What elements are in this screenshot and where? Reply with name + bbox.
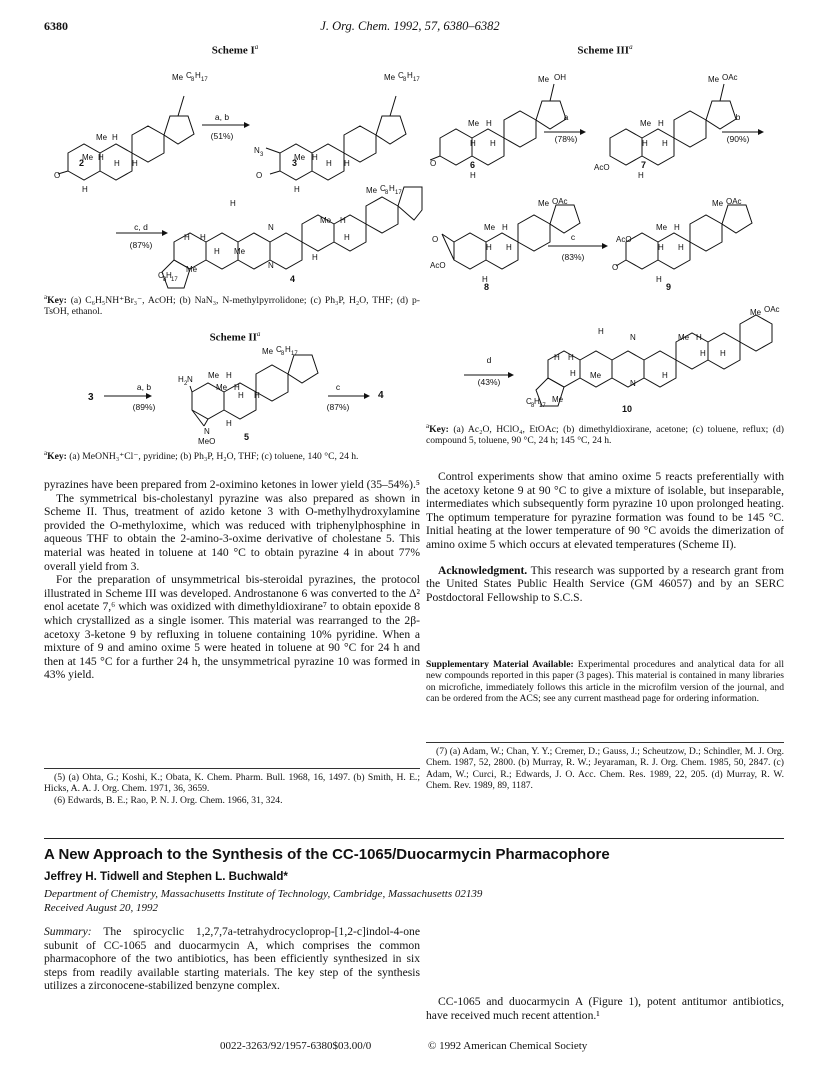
scheme1-arrow2-yield: (87%) bbox=[129, 240, 153, 250]
svg-text:H: H bbox=[506, 243, 512, 252]
svg-text:Me: Me bbox=[708, 75, 720, 84]
svg-text:H: H bbox=[534, 397, 540, 406]
svg-text:H: H bbox=[554, 353, 560, 362]
svg-text:H: H bbox=[658, 243, 664, 252]
svg-text:H: H bbox=[326, 159, 332, 168]
scheme3-arrow-b-label: b bbox=[735, 112, 741, 122]
svg-text:Me: Me bbox=[216, 383, 228, 392]
left-column bbox=[44, 478, 420, 682]
right-footnote-rule bbox=[426, 742, 784, 743]
footnote-7: (7) (a) Adam, W.; Chan, Y. Y.; Cremer, D.; Gauss, J.; Scheutzow, D.; Schindler, M. J. Org. Chem. 1987, 52, 2800. (b) Murray, R. W.; Jeyaraman, R. J. Org. Chem. 1985, 50, 2847. (c) Adam, W.; Curci, R.; Edwards, J. O. Acc. Chem. Res. 1989, 22, 205. (d) Murray, R. W. Chem. Rev. 1989, 89, 1187. bbox=[426, 746, 784, 792]
svg-text:H: H bbox=[294, 185, 300, 194]
svg-text:H: H bbox=[407, 71, 413, 80]
svg-text:H: H bbox=[234, 383, 240, 392]
svg-text:O: O bbox=[256, 171, 263, 180]
compound-4-label: 4 bbox=[290, 274, 296, 284]
svg-text:MeO: MeO bbox=[198, 437, 216, 446]
svg-text:H: H bbox=[696, 333, 702, 342]
scheme1-title: Scheme $I^a$ bbox=[211, 43, 259, 57]
svg-text:H: H bbox=[82, 185, 88, 194]
scheme2-key: $^a$Key: (a) MeONH₃⁺Cl⁻, pyridine; (b) Ph₃P, H₂O, THF; (c) toluene, 140 °C, 24 h. bbox=[44, 449, 359, 463]
svg-text:H: H bbox=[344, 233, 350, 242]
svg-text:17: 17 bbox=[539, 403, 546, 409]
compound-2-label: 2 bbox=[79, 158, 85, 168]
svg-text:C: C bbox=[158, 271, 164, 280]
svg-text:N: N bbox=[630, 333, 636, 342]
scheme1-arrow1-yield: (51%) bbox=[210, 131, 234, 141]
svg-text:H: H bbox=[98, 153, 104, 162]
compound-8-label: 8 bbox=[484, 282, 490, 292]
right-para-1: Control experiments show that amino oxime 5 reacts preferentially with the acetoxy ketone 9 at 90 °C to give a mixture of isolable, but inseparable, intermediates which subsequently form pyrazine 10 upon prolonged heating. The optimum temperature for pyrazine formation was found to be 145 °C. Initial heating at the lower temperature of 90 °C avoids the dimerization of amino oxime 5 which occurs at elevated temperatures (Scheme II). bbox=[426, 470, 784, 551]
left-footnotes bbox=[44, 772, 420, 806]
svg-text:O: O bbox=[612, 263, 619, 272]
svg-text:H: H bbox=[226, 371, 232, 380]
svg-text:H: H bbox=[662, 371, 668, 380]
scheme2-product: 4 bbox=[378, 390, 384, 401]
svg-text:Me: Me bbox=[366, 186, 378, 195]
svg-text:8: 8 bbox=[385, 190, 389, 196]
scheme2-arrow1-yield: (89%) bbox=[132, 402, 156, 412]
svg-text:C: C bbox=[186, 71, 192, 80]
svg-text:8: 8 bbox=[163, 277, 167, 283]
scheme2-structures bbox=[100, 346, 400, 454]
svg-text:N: N bbox=[187, 375, 193, 384]
svg-text:H: H bbox=[598, 327, 604, 336]
svg-text:H: H bbox=[285, 346, 291, 354]
left-para-3: For the preparation of unsymmetrical bis-steroidal pyrazines, the protocol illustrated in Scheme III was developed. Androstanone 6 was converted to the Δ² enol acetate 7,⁶ which was oxidized with dimethyldioxirane⁷ to obtain epoxide 8 which crystallized as a single isomer. This material was rearranged to the 2β-acetoxy 3-ketone 9 by refluxing in toluene containing 10% pyridine. When a mixture of 9 and amino oxime 5 were heated in toluene at 90 °C for 24 h and then at 145 °C for a further 24 h, the unsymmetrical pyrazine 10 was formed in 43% yield. bbox=[44, 573, 420, 682]
svg-text:H: H bbox=[674, 223, 680, 232]
compound-6-label: 6 bbox=[470, 160, 476, 170]
svg-text:H: H bbox=[482, 275, 488, 284]
article-divider bbox=[44, 838, 784, 839]
svg-text:C: C bbox=[398, 71, 404, 80]
left-para-1: pyrazines have been prepared from 2-oximino ketones in lower yield (35–54%).⁵ bbox=[44, 478, 420, 491]
svg-text:H: H bbox=[178, 375, 184, 384]
svg-text:H: H bbox=[114, 159, 120, 168]
scheme2-arrow2-yield: (87%) bbox=[326, 402, 350, 412]
svg-text:H: H bbox=[570, 369, 576, 378]
svg-text:N: N bbox=[630, 379, 636, 388]
scheme3-key: $^a$Key: (a) Ac₂O, HClO₄, EtOAc; (b) dimethyldioxirane, acetone; (c) toluene, reflux; (d) compound 5, toluene, 90 °C, 24 h; 145 °C, 24 h. bbox=[426, 422, 784, 447]
svg-text:H: H bbox=[568, 353, 574, 362]
svg-text:N: N bbox=[254, 146, 260, 155]
svg-text:Me: Me bbox=[320, 216, 332, 225]
scheme2-start: 3 bbox=[88, 392, 94, 403]
svg-text:8: 8 bbox=[281, 351, 285, 357]
svg-text:Me: Me bbox=[750, 308, 762, 317]
footer-code: 0022-3263/92/1957-6380$03.00/0 bbox=[220, 1040, 372, 1052]
svg-text:H: H bbox=[312, 253, 318, 262]
left-para-2: The symmetrical bis-cholestanyl pyrazine was also prepared as shown in Scheme II. Thus, treatment of azido ketone 3 with O-methylhydroxylamine provided the O-methyloxime, which was reduced with triphenylphosphine in aqueous THF to obtain the 2-amino-3-oxime derivative of cholestane 5. This material was heated in toluene at 140 °C to obtain pyrazine 4 in about 77% overall yield from 3. bbox=[44, 491, 420, 573]
svg-text:H: H bbox=[638, 171, 644, 180]
svg-text:OAc: OAc bbox=[764, 305, 780, 314]
svg-text:H: H bbox=[700, 349, 706, 358]
svg-text:H: H bbox=[254, 391, 260, 400]
article-affiliation: Department of Chemistry, Massachusetts Institute of Technology, Cambridge, Massachusetts 02139 bbox=[44, 888, 483, 900]
scheme1-structures bbox=[44, 60, 424, 292]
intro bbox=[426, 995, 784, 1022]
acknowledgment: Acknowledgment. This research was supported by a research grant from the United States Public Health Service (GM 46057) and by an SERC Postdoctoral Fellowship to S.C.S. bbox=[426, 563, 784, 604]
scheme3-arrow-a-label: a bbox=[563, 112, 569, 122]
svg-text:H: H bbox=[112, 133, 118, 142]
compound-3-label: 3 bbox=[292, 158, 298, 168]
footer-copyright: © 1992 American Chemical Society bbox=[428, 1040, 588, 1052]
svg-text:O: O bbox=[430, 159, 437, 168]
svg-text:C: C bbox=[276, 346, 282, 354]
svg-text:Me: Me bbox=[468, 119, 480, 128]
svg-text:Me: Me bbox=[538, 199, 550, 208]
scheme1-arrow2-label: c, d bbox=[134, 222, 148, 232]
svg-text:8: 8 bbox=[531, 403, 535, 409]
svg-text:H: H bbox=[502, 223, 508, 232]
right-column bbox=[426, 470, 784, 604]
svg-text:H: H bbox=[490, 139, 496, 148]
svg-text:OAc: OAc bbox=[726, 197, 742, 206]
svg-text:H: H bbox=[470, 171, 476, 180]
svg-text:Me: Me bbox=[294, 153, 306, 162]
svg-text:17: 17 bbox=[291, 351, 298, 357]
svg-text:Me: Me bbox=[590, 371, 602, 380]
svg-text:O: O bbox=[432, 235, 439, 244]
page-number: 6380 bbox=[44, 19, 68, 33]
running-head: J. Org. Chem. 1992, 57, 6380–6382 bbox=[320, 19, 500, 33]
svg-text:2: 2 bbox=[184, 381, 188, 387]
svg-text:Me: Me bbox=[640, 119, 652, 128]
svg-text:Me: Me bbox=[712, 199, 724, 208]
svg-text:C: C bbox=[526, 397, 532, 406]
scheme2-arrow1-label: a, b bbox=[136, 382, 152, 392]
svg-text:H: H bbox=[658, 119, 664, 128]
svg-text:H: H bbox=[470, 139, 476, 148]
svg-text:Me: Me bbox=[538, 75, 550, 84]
svg-text:H: H bbox=[642, 139, 648, 148]
svg-text:3: 3 bbox=[260, 152, 264, 158]
svg-text:OAc: OAc bbox=[722, 73, 738, 82]
compound-5-label: 5 bbox=[244, 432, 250, 442]
svg-text:N: N bbox=[204, 427, 210, 436]
svg-text:H: H bbox=[389, 184, 395, 193]
svg-text:H: H bbox=[678, 243, 684, 252]
scheme2-arrow2-label: c bbox=[335, 382, 341, 392]
svg-text:Me: Me bbox=[172, 73, 184, 82]
summary bbox=[44, 925, 420, 993]
svg-text:H: H bbox=[656, 275, 662, 284]
scheme2-title: Scheme $II^a$ bbox=[209, 330, 261, 344]
svg-text:Me: Me bbox=[262, 347, 274, 356]
supplementary-material: Supplementary Material Available: Experimental procedures and analytical data for all new compounds reported in this paper (3 pages). This material is contained in many libraries on microfiche, immediately follows this article in the microfilm version of the journal, and can be ordered from the ACS; see any current masthead page for ordering information. bbox=[426, 659, 785, 705]
svg-text:Me: Me bbox=[234, 247, 246, 256]
summary-text: The spirocyclic 1,2,7,7a-tetrahydrocycloprop-[1,2-c]indol-4-one subunit of CC-1065 and duocarmycin A, which comprises the common pharmacophore of the two antibiotics, has been efficiently synthesized in six steps from readily available starting materials. The key step of the synthesis utilizes a zirconocene-stabilized benzyne complex. bbox=[44, 925, 420, 993]
scheme3-arrow-d-label: d bbox=[486, 355, 492, 365]
svg-text:Me: Me bbox=[656, 223, 668, 232]
scheme3-arrow-c-yield: (83%) bbox=[561, 252, 585, 262]
svg-text:H: H bbox=[720, 349, 726, 358]
svg-text:OAc: OAc bbox=[552, 197, 568, 206]
svg-text:H: H bbox=[226, 419, 232, 428]
svg-text:O: O bbox=[54, 171, 61, 180]
svg-text:H: H bbox=[200, 233, 206, 242]
left-footnote-rule bbox=[44, 768, 420, 769]
svg-text:H: H bbox=[184, 233, 190, 242]
scheme3-arrow-d-yield: (43%) bbox=[477, 377, 501, 387]
compound-10-label: 10 bbox=[622, 404, 633, 414]
svg-text:8: 8 bbox=[191, 77, 195, 83]
svg-text:H: H bbox=[340, 216, 346, 225]
svg-text:Me: Me bbox=[82, 153, 94, 162]
svg-text:H: H bbox=[312, 153, 318, 162]
svg-text:C: C bbox=[380, 184, 386, 193]
scheme3-title: Scheme III$^a$ bbox=[577, 43, 633, 57]
scheme3-arrow-a-yield: (78%) bbox=[554, 134, 578, 144]
svg-text:17: 17 bbox=[201, 77, 208, 83]
intro-text: CC-1065 and duocarmycin A (Figure 1), potent antitumor antibiotics, have received much recent attention.¹ bbox=[426, 995, 784, 1022]
svg-text:H: H bbox=[230, 199, 236, 208]
svg-text:Me: Me bbox=[208, 371, 220, 380]
scheme3-arrow-b-yield: (90%) bbox=[726, 134, 750, 144]
svg-text:8: 8 bbox=[403, 77, 407, 83]
summary-label: Summary: bbox=[44, 925, 92, 938]
svg-text:17: 17 bbox=[395, 190, 402, 196]
svg-text:H: H bbox=[238, 391, 244, 400]
svg-text:AcO: AcO bbox=[430, 261, 446, 270]
svg-text:AcO: AcO bbox=[616, 235, 632, 244]
scheme1-arrow1-label: a, b bbox=[214, 112, 230, 122]
svg-text:Me: Me bbox=[384, 73, 396, 82]
compound-7-label: 7 bbox=[641, 160, 647, 170]
svg-text:H: H bbox=[344, 159, 350, 168]
svg-text:H: H bbox=[166, 271, 172, 280]
scheme3-arrow-c-label: c bbox=[570, 232, 576, 242]
svg-text:H: H bbox=[486, 119, 492, 128]
svg-text:H: H bbox=[662, 139, 668, 148]
svg-text:OH: OH bbox=[554, 73, 566, 82]
article-authors: Jeffrey H. Tidwell and Stephen L. Buchwald* bbox=[44, 870, 288, 883]
svg-text:N: N bbox=[268, 223, 274, 232]
article-title: A New Approach to the Synthesis of the CC-1065/Duocarmycin Pharmacophore bbox=[44, 846, 610, 863]
svg-text:Me: Me bbox=[484, 223, 496, 232]
svg-text:17: 17 bbox=[171, 277, 178, 283]
compound-9-label: 9 bbox=[666, 282, 672, 292]
svg-text:H: H bbox=[195, 71, 201, 80]
svg-text:N: N bbox=[268, 261, 274, 270]
svg-text:H: H bbox=[132, 159, 138, 168]
svg-text:H: H bbox=[486, 243, 492, 252]
footnote-6: (6) Edwards, B. E.; Rao, P. N. J. Org. Chem. 1966, 31, 324. bbox=[54, 794, 283, 806]
svg-text:Me: Me bbox=[678, 333, 690, 342]
svg-text:Me: Me bbox=[186, 265, 198, 274]
footnote-5: (5) (a) Ohta, G.; Koshi, K.; Obata, K. Chem. Pharm. Bull. 1968, 16, 1497. (b) Smith, H. E.; Hicks, A. A. J. Org. Chem. 1971, 36, 3659. bbox=[44, 772, 420, 795]
svg-text:AcO: AcO bbox=[594, 163, 610, 172]
scheme1-key: $^a$Key: (a) C₆H₅NH⁺Br₃⁻, AcOH; (b) NaN₃, N-methylpyrrolidone; (c) Ph₃P, H₂O, THF; (d) p-TsOH, ethanol. bbox=[44, 293, 420, 318]
svg-text:Me: Me bbox=[96, 133, 108, 142]
svg-text:17: 17 bbox=[413, 77, 420, 83]
article-received: Received August 20, 1992 bbox=[44, 902, 159, 914]
svg-text:H: H bbox=[214, 247, 220, 256]
svg-text:Me: Me bbox=[552, 395, 564, 404]
